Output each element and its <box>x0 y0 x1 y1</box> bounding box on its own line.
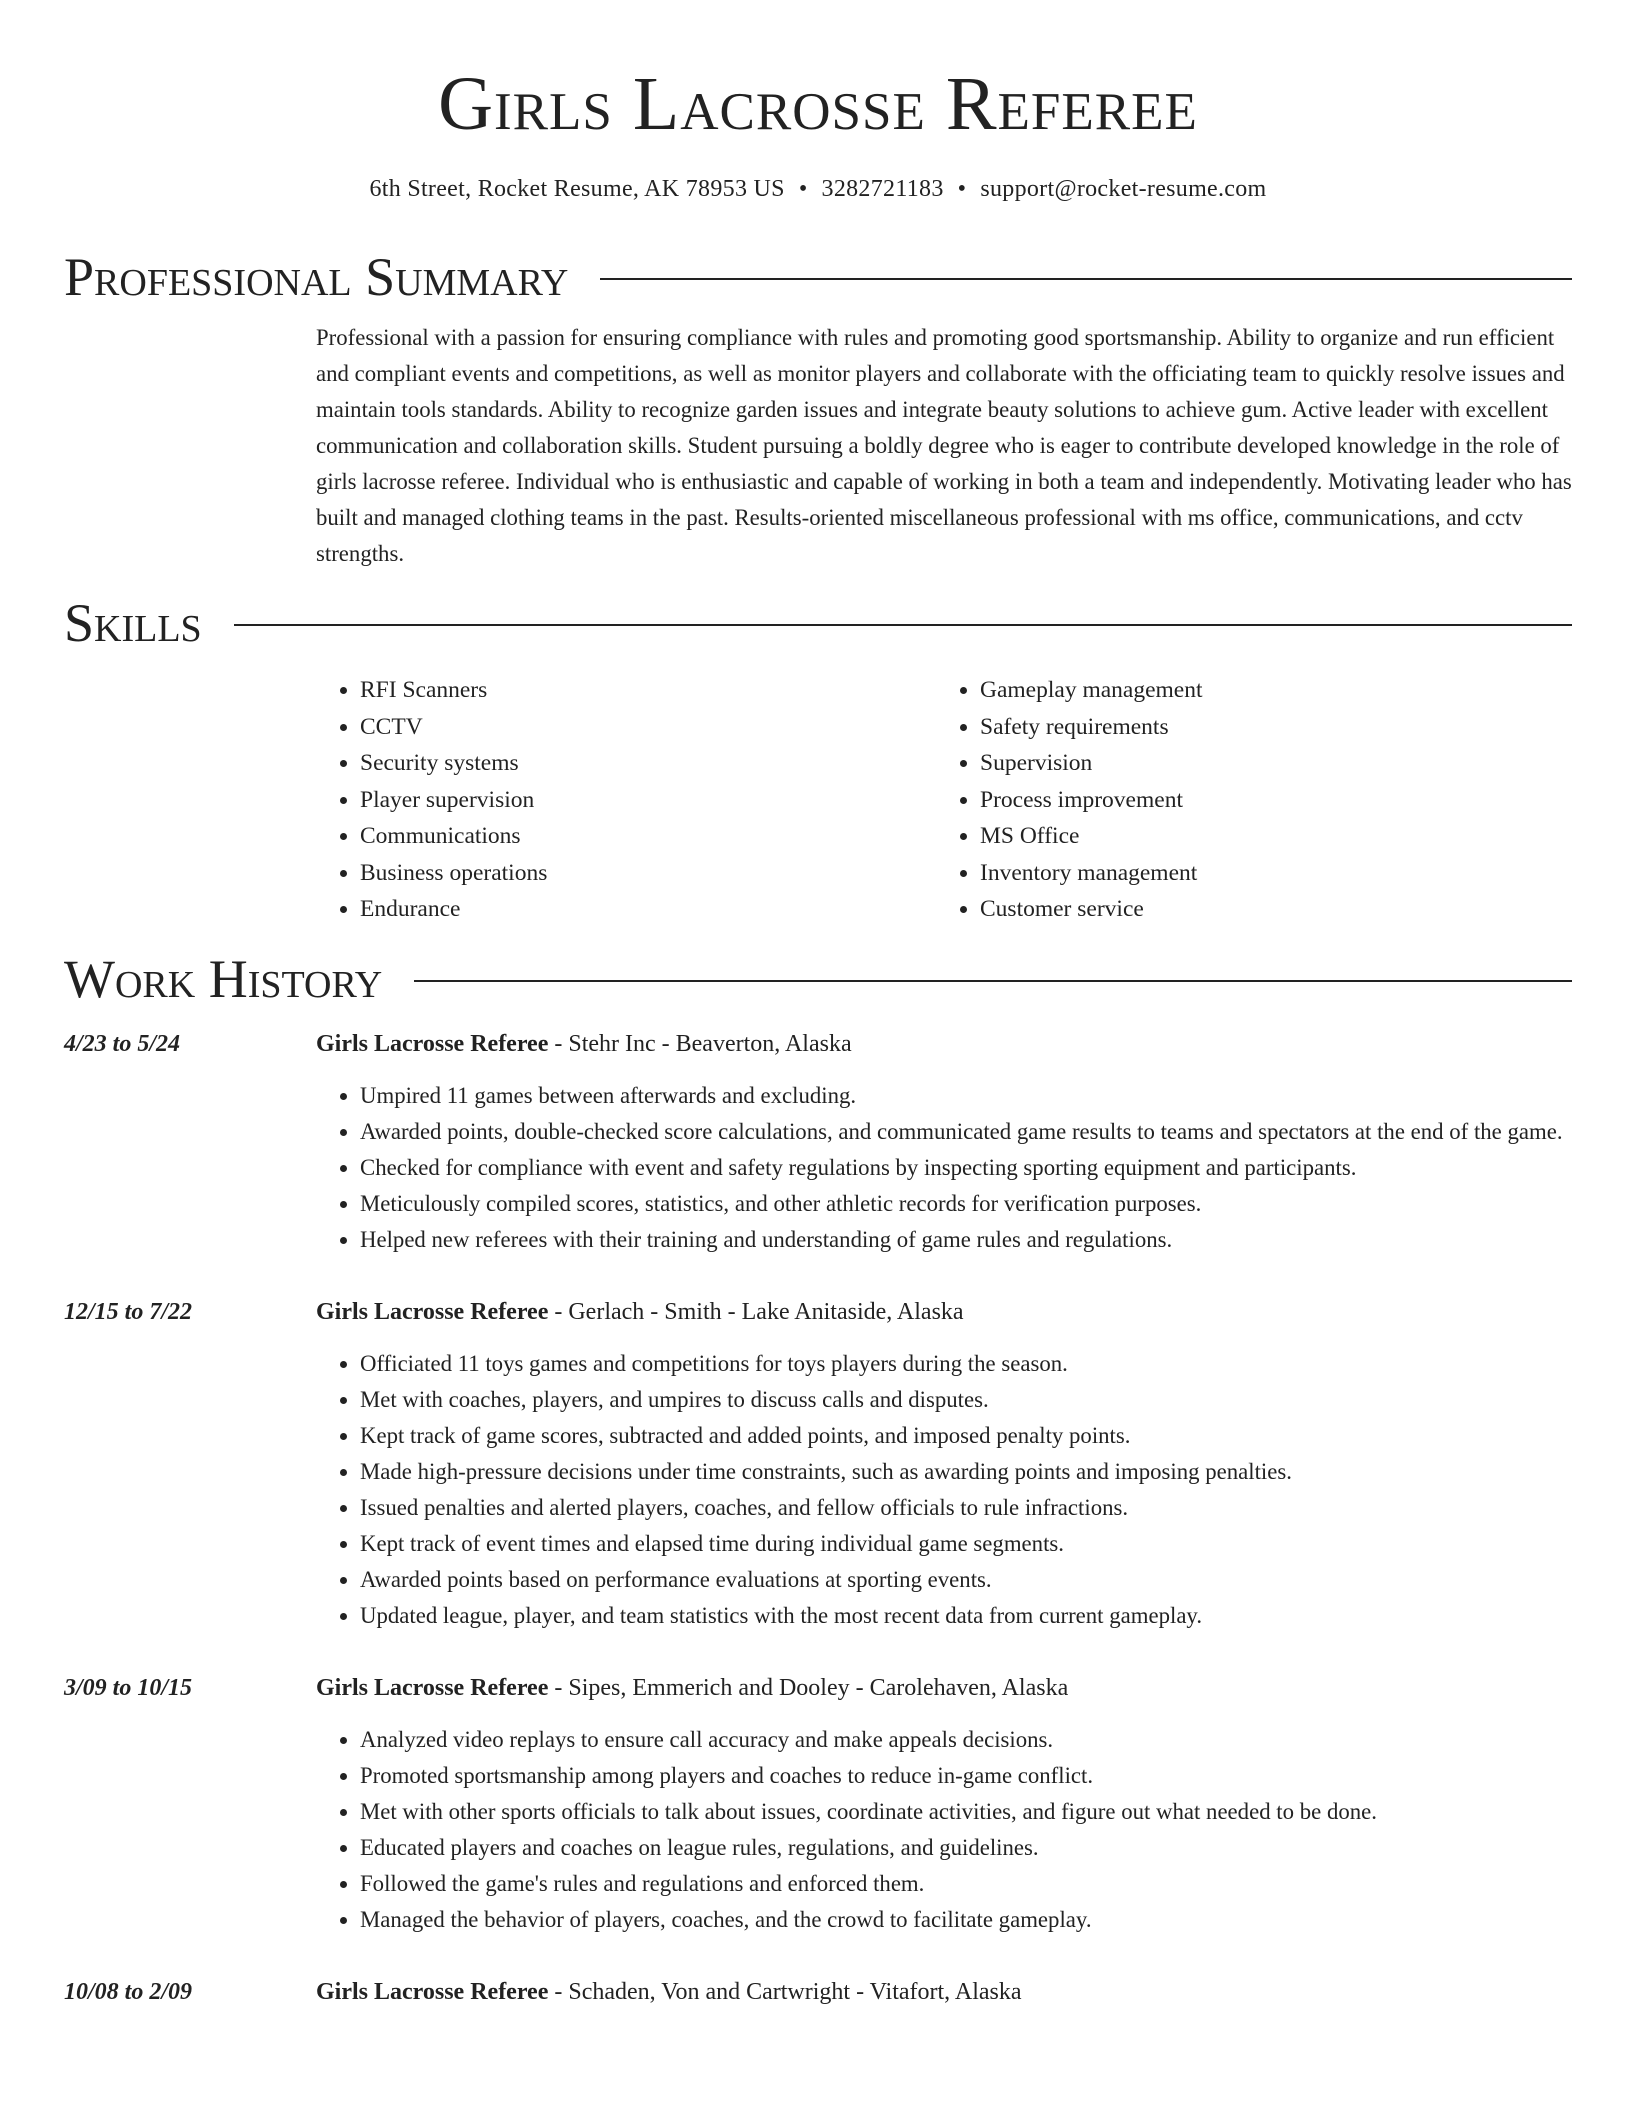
skill-item: • RFI Scanners <box>360 672 936 709</box>
job-bullet: • Kept track of event times and elapsed time during individual game segments. <box>360 1526 1572 1562</box>
job-bullet: • Officiated 11 toys games and competitions for toys players during the season. <box>360 1346 1572 1382</box>
resume-name: Girls Lacrosse Referee <box>438 62 1198 146</box>
summary-text: Professional with a passion for ensuring compliance with rules and promoting good sportsmanship. Ability to organize and run efficient and compliant events and competitions, as well as monitor players and collaborate with the officiating team to quickly resolve issues and maintain tools standards. Ability to recognize garden issues and integrate beauty solutions to achieve gum. Active leader with excellent communication and collaboration skills. Student pursuing a boldly degree who is eager to contribute developed knowledge in the role of girls lacrosse referee. Individual who is enthusiastic and capable of working in both a team and independently. Motivating leader who has built and managed clothing teams in the past. Results-oriented miscellaneous professional with ms office, communications, and cctv strengths. <box>316 325 1572 566</box>
skills-list <box>316 672 1572 928</box>
job-bullet: • Meticulously compiled scores, statistics, and other athletic records for verification purposes. <box>360 1186 1572 1222</box>
job-bullet: • Followed the game's rules and regulations and enforced them. <box>360 1866 1572 1902</box>
section-divider <box>600 278 1572 280</box>
skill-item: • Player supervision <box>360 782 936 819</box>
skill-item: • Communications <box>360 818 936 855</box>
skill-item: • Customer service <box>980 891 1556 928</box>
job-bullet: • Issued penalties and alerted players, coaches, and fellow officials to rule infractions. <box>360 1490 1572 1526</box>
job-bullet: • Managed the behavior of players, coaches, and the crowd to facilitate gameplay. <box>360 1902 1572 1938</box>
job-title: Girls Lacrosse Referee <box>316 1674 549 1701</box>
job-entry <box>64 1670 1572 1938</box>
job-bullets <box>316 1078 1572 1258</box>
job-bullet: • Made high-pressure decisions under time constraints, such as awarding points and imposing penalties. <box>360 1454 1572 1490</box>
job-bullets <box>316 1346 1572 1634</box>
summary-section-title: Professional Summary <box>64 247 569 307</box>
job-bullet: • Umpired 11 games between afterwards and excluding. <box>360 1078 1572 1114</box>
job-bullet: • Educated players and coaches on league rules, regulations, and guidelines. <box>360 1830 1572 1866</box>
job-bullet: • Kept track of game scores, subtracted and added points, and imposed penalty points. <box>360 1418 1572 1454</box>
job-bullet: • Awarded points based on performance evaluations at sporting events. <box>360 1562 1572 1598</box>
job-dates: 10/08 to 2/09 <box>64 1978 193 2005</box>
work-section-header <box>64 948 1572 1010</box>
contact-email: support@rocket-resume.com <box>980 176 1267 202</box>
job-bullet: • Met with coaches, players, and umpires to discuss calls and disputes. <box>360 1382 1572 1418</box>
job-details <box>316 1974 1572 2010</box>
job-bullet: • Met with other sports officials to talk about issues, coordinate activities, and figure out what needed to be done. <box>360 1794 1572 1830</box>
job-heading <box>316 1974 1572 2010</box>
skills-column-right <box>936 672 1556 928</box>
skill-item: • Endurance <box>360 891 936 928</box>
skill-item: • Safety requirements <box>980 709 1556 746</box>
contact-address: 6th Street, Rocket Resume, AK 78953 US <box>369 176 785 202</box>
job-bullet: • Awarded points, double-checked score calculations, and communicated game results to teams and spectators at the end of the game. <box>360 1114 1572 1150</box>
job-heading <box>316 1294 1572 1330</box>
section-divider <box>234 624 1572 626</box>
job-entry <box>64 1026 1572 1258</box>
job-bullet: • Checked for compliance with event and safety regulations by inspecting sporting equipment and participants. <box>360 1150 1572 1186</box>
job-bullets <box>316 1722 1572 1938</box>
contact-phone: 3282721183 <box>821 176 944 202</box>
contact-separator: • <box>798 176 808 202</box>
job-bullet: • Helped new referees with their training and understanding of game rules and regulations. <box>360 1222 1572 1258</box>
job-employer: - Gerlach - Smith - Lake Anitaside, Alaska <box>548 1298 964 1325</box>
job-dates: 4/23 to 5/24 <box>64 1030 181 1057</box>
job-dates: 3/09 to 10/15 <box>64 1674 193 1701</box>
job-title: Girls Lacrosse Referee <box>316 1030 549 1057</box>
skill-item: • Supervision <box>980 745 1556 782</box>
skill-item: • Gameplay management <box>980 672 1556 709</box>
job-title: Girls Lacrosse Referee <box>316 1978 549 2005</box>
job-heading <box>316 1670 1572 1706</box>
skill-item: • Security systems <box>360 745 936 782</box>
job-title: Girls Lacrosse Referee <box>316 1298 549 1325</box>
skills-section-title: Skills <box>64 593 202 653</box>
job-entry <box>64 1294 1572 1634</box>
job-bullet: • Promoted sportsmanship among players and coaches to reduce in-game conflict. <box>360 1758 1572 1794</box>
skills-column-left <box>316 672 936 928</box>
job-details <box>316 1294 1572 1634</box>
skill-item: • CCTV <box>360 709 936 746</box>
job-details <box>316 1026 1572 1258</box>
summary-section-header <box>64 246 1572 308</box>
resume-page <box>64 0 1572 2010</box>
skill-item: • Inventory management <box>980 855 1556 892</box>
section-divider <box>414 980 1572 982</box>
contact-separator: • <box>957 176 967 202</box>
skills-section-header <box>64 592 1572 654</box>
job-heading <box>316 1026 1572 1062</box>
skill-item: • Business operations <box>360 855 936 892</box>
job-entry <box>64 1974 1572 2010</box>
skill-item: • MS Office <box>980 818 1556 855</box>
job-employer: - Schaden, Von and Cartwright - Vitafort, Alaska <box>548 1978 1022 2005</box>
job-dates: 12/15 to 7/22 <box>64 1298 193 1325</box>
job-details <box>316 1670 1572 1938</box>
job-employer: - Stehr Inc - Beaverton, Alaska <box>548 1030 852 1057</box>
work-section-title: Work History <box>64 948 383 1009</box>
skill-item: • Process improvement <box>980 782 1556 819</box>
job-bullet: • Analyzed video replays to ensure call accuracy and make appeals decisions. <box>360 1722 1572 1758</box>
job-employer: - Sipes, Emmerich and Dooley - Carolehaven, Alaska <box>548 1674 1069 1701</box>
job-bullet: • Updated league, player, and team statistics with the most recent data from current gameplay. <box>360 1598 1572 1634</box>
contact-line <box>64 174 1572 204</box>
